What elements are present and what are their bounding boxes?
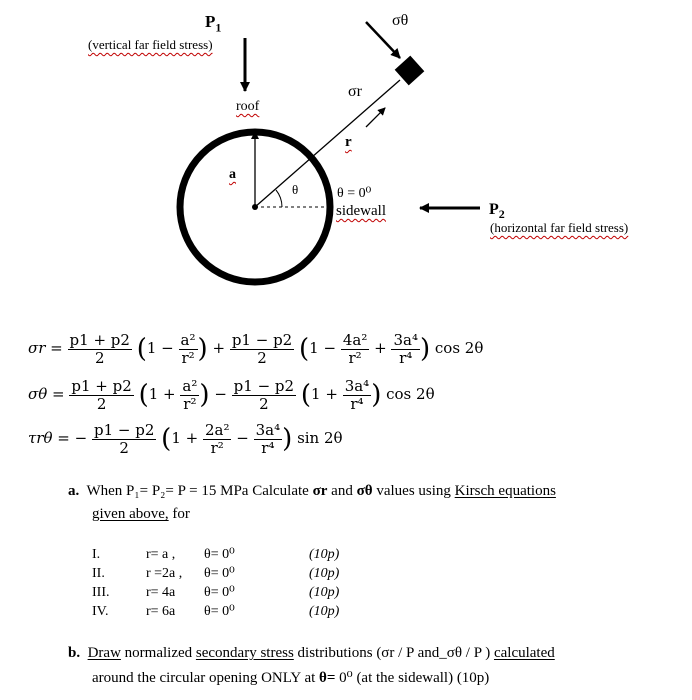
a-label: a xyxy=(229,167,236,182)
list-item: IV. r= 6a θ= 0⁰ (10p) xyxy=(92,604,340,619)
p2-note: (horizontal far field stress) xyxy=(490,220,629,235)
question-a-line1: a. When P₁= P₂= P = 15 MPa Calculate σr and σθ values using Kirsch equations xyxy=(68,483,556,499)
theta-zero-label: θ = 0⁰ xyxy=(337,186,372,201)
equation-sigma-theta: σθ = $\frac{p1 + p2}{2}$ (1 + $\frac{\text{a²}}{\text{r²}}$ ) − $\frac{p1 - p2}{2}$ (1 + $\frac{\text{3a⁴}}{\text{r⁴}}$ ) cos 2θ xyxy=(28,377,435,413)
sidewall-label: sidewall xyxy=(336,203,386,219)
list-item: II. r =2a , θ= 0⁰ (10p) xyxy=(92,566,340,581)
question-b-line1: b. Draw normalized secondary stress distributions (σr / P and_σθ / P ) calculated xyxy=(68,645,555,661)
question-b-line2: around the circular opening ONLY at θ= 0⁰ (at the sidewall) (10p) xyxy=(92,670,490,686)
sigma-theta-label: σθ xyxy=(392,12,409,29)
r-label: r xyxy=(345,134,352,150)
roof-label: roof xyxy=(236,99,260,114)
sigma-r-label: σr xyxy=(348,83,362,100)
theta-arc xyxy=(276,190,282,207)
p2-label: $P_2$ xyxy=(489,201,505,222)
p1-note: (vertical far field stress) xyxy=(88,37,213,52)
list-item: III. r= 4a θ= 0⁰ (10p) xyxy=(92,585,340,600)
list-item: I. r= a , θ= 0⁰ (10p) xyxy=(92,547,340,562)
theta-label: θ xyxy=(292,182,299,197)
question-a-items xyxy=(92,545,339,621)
sigma-r-arrow xyxy=(366,108,385,127)
question-a-line2: given above, for xyxy=(92,506,190,522)
equation-tau: τrθ = − $\frac{p1 - p2}{2}$ (1 + $\frac{\text{2a²}}{\text{r²}}$ − $\frac{\text{3a⁴}}{\text{r⁴}}$ ) sin 2θ xyxy=(28,421,343,457)
p1-label: $P_1$ xyxy=(205,12,222,35)
equation-sigma-r: σr = $\frac{p1 + p2}{2}$ (1 − $\frac{\text{a²}}{\text{r²}}$ ) + $\frac{p1 - p2}{2}$ (1 − $\frac{\text{4a²}}{\text{r²}}$ + $\frac{\text{3a⁴}}{\text{r⁴}}$ ) cos 2θ xyxy=(28,331,484,367)
